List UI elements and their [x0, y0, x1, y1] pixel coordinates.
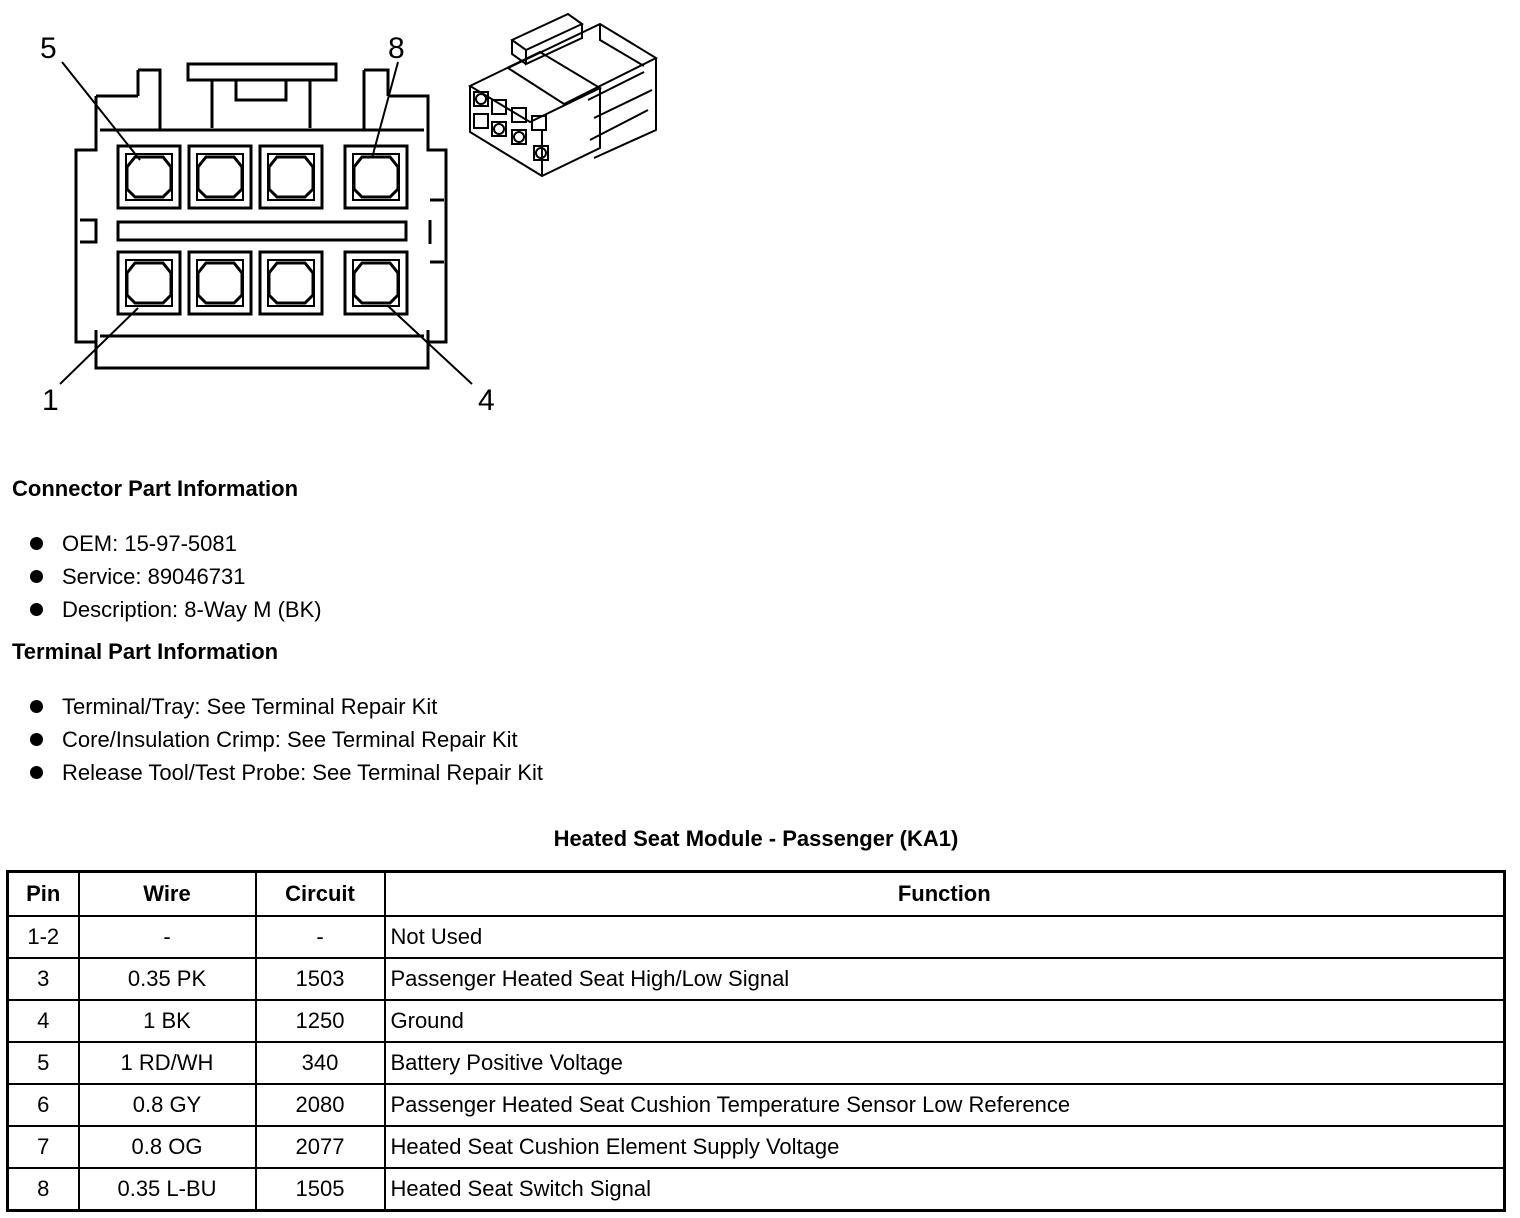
cell-wire: 0.8 GY	[79, 1084, 256, 1126]
pin-table	[6, 870, 1506, 1212]
cell-circuit: 340	[256, 1042, 385, 1084]
connector-housing	[76, 96, 446, 368]
cell-wire: 0.35 PK	[79, 958, 256, 1000]
header-pin: Pin	[8, 872, 79, 917]
table-header-row	[8, 872, 1505, 917]
connector-diagram	[0, 0, 700, 430]
table-row	[8, 1168, 1505, 1211]
terminal-cavity-inner	[127, 157, 171, 197]
bullet-icon	[30, 603, 43, 616]
cell-circuit: 2077	[256, 1126, 385, 1168]
list-item	[30, 593, 322, 626]
cell-function: Passenger Heated Seat High/Low Signal	[385, 958, 1505, 1000]
terminal-cavity-inner	[198, 263, 242, 303]
list-item-text: Service: 89046731	[62, 564, 246, 589]
connector-isometric-view	[470, 14, 656, 176]
terminal-cavity-inner	[354, 157, 398, 197]
cell-pin: 7	[8, 1126, 79, 1168]
terminal-cavity-inner	[198, 157, 242, 197]
bullet-icon	[30, 733, 43, 746]
cell-function: Passenger Heated Seat Cushion Temperature Sensor Low Reference	[385, 1084, 1505, 1126]
terminal-cavity-inner	[269, 157, 313, 197]
list-item	[30, 756, 543, 789]
table-row	[8, 1126, 1505, 1168]
list-item-text: Release Tool/Test Probe: See Terminal Repair Kit	[62, 760, 543, 785]
connector-part-info-heading: Connector Part Information	[12, 476, 299, 501]
cell-wire: 0.8 OG	[79, 1126, 256, 1168]
pin-callout-8: 8	[388, 32, 405, 65]
cell-pin: 3	[8, 958, 79, 1000]
list-item	[30, 690, 543, 723]
cell-wire: 0.35 L-BU	[79, 1168, 256, 1211]
cell-wire: 1 RD/WH	[79, 1042, 256, 1084]
list-item-text: Description: 8-Way M (BK)	[62, 597, 322, 622]
cell-pin: 1-2	[8, 916, 79, 958]
cell-circuit: 1505	[256, 1168, 385, 1211]
cell-wire: -	[79, 916, 256, 958]
cell-circuit: 2080	[256, 1084, 385, 1126]
cell-function: Heated Seat Cushion Element Supply Voltage	[385, 1126, 1505, 1168]
terminal-part-info-heading: Terminal Part Information	[12, 639, 279, 664]
cell-pin: 6	[8, 1084, 79, 1126]
bullet-icon	[30, 766, 43, 779]
cell-circuit: 1503	[256, 958, 385, 1000]
bullet-icon	[30, 537, 43, 550]
table-row	[8, 916, 1505, 958]
terminal-cavity-inner	[269, 263, 313, 303]
header-function: Function	[385, 872, 1505, 917]
list-item	[30, 527, 322, 560]
cell-pin: 5	[8, 1042, 79, 1084]
cell-pin: 4	[8, 1000, 79, 1042]
terminal-cavity-inner	[127, 263, 171, 303]
table-row	[8, 958, 1505, 1000]
cell-function: Heated Seat Switch Signal	[385, 1168, 1505, 1211]
connector-part-info-list	[30, 527, 322, 626]
list-item-text: Terminal/Tray: See Terminal Repair Kit	[62, 694, 438, 719]
cell-function: Battery Positive Voltage	[385, 1042, 1505, 1084]
pin-callout-4: 4	[478, 384, 495, 417]
table-row	[8, 1042, 1505, 1084]
pin-table-title: Heated Seat Module - Passenger (KA1)	[553, 826, 959, 851]
cell-pin: 8	[8, 1168, 79, 1211]
cell-circuit: -	[256, 916, 385, 958]
cell-wire: 1 BK	[79, 1000, 256, 1042]
list-item-text: Core/Insulation Crimp: See Terminal Repair Kit	[62, 727, 518, 752]
list-item	[30, 560, 322, 593]
header-wire: Wire	[79, 872, 256, 917]
cell-function: Not Used	[385, 916, 1505, 958]
cell-function: Ground	[385, 1000, 1505, 1042]
connector-latch	[188, 64, 336, 80]
cell-circuit: 1250	[256, 1000, 385, 1042]
pin-callout-1: 1	[42, 384, 59, 417]
table-row	[8, 1084, 1505, 1126]
list-item-text: OEM: 15-97-5081	[62, 531, 237, 556]
pin-callout-5: 5	[40, 32, 57, 65]
table-row	[8, 1000, 1505, 1042]
bullet-icon	[30, 570, 43, 583]
list-item	[30, 723, 543, 756]
terminal-cavity-inner	[354, 263, 398, 303]
terminal-part-info-list	[30, 690, 543, 789]
bullet-icon	[30, 700, 43, 713]
header-circuit: Circuit	[256, 872, 385, 917]
